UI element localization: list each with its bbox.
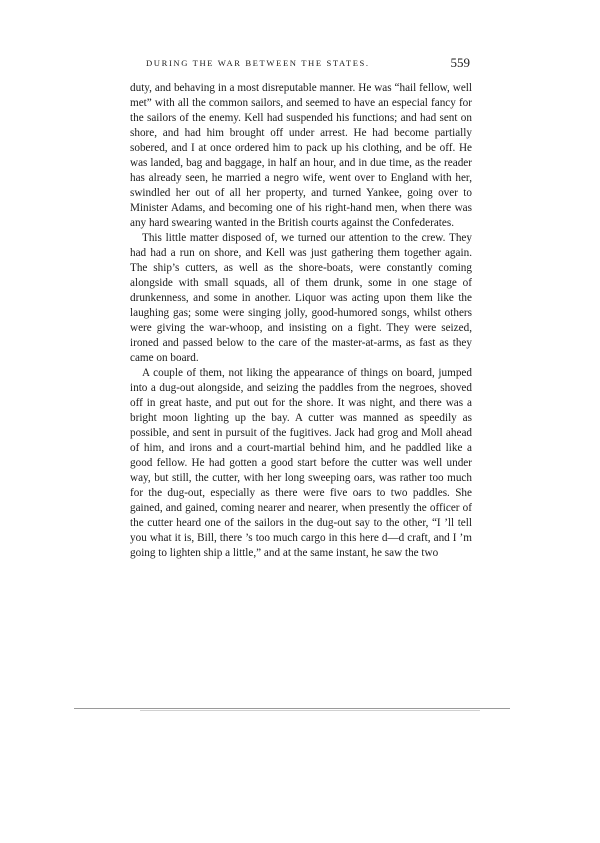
paragraph-2: This little matter disposed of, we turned our attention to the crew. They had had a run on shore, and Kell was just gathering them together again. The ship’s cutters, as well as the shore-boats, were constantly coming alongside with small squads, all of them drunk, some in one stage of drunkenness, and some in another. Liquor was acting upon them like the laughing gas; some were singing jolly, good-humored songs, whilst others were giving the war-whoop, and insisting on a fight. They were seized, ironed and passed below to the care of the master-at-arms, as fast as they came on board. — [130, 232, 472, 364]
body-text — [130, 81, 472, 561]
running-head — [130, 55, 470, 74]
paragraph-1: duty, and behaving in a most disreputable manner. He was “hail fellow, well met” with all the common sailors, and seemed to have an especial fancy for the sailors of the enemy. Kell had suspended his functions; and had sent on shore, and had him brought off under arrest. He had become partially sobered, and I at once ordered him to pack up his clothing, and be off. He was landed, bag and baggage, in half an hour, and in due time, as the reader has already seen, he married a negro wife, went over to England with her, swindled her out of all her property, and turned Yankee, going over to Minister Adams, and becoming one of his right-hand men, when there was any hard swearing wanted in the British courts against the Confederates. — [130, 82, 472, 229]
page-number: 559 — [450, 55, 470, 70]
paragraph-3: A couple of them, not liking the appearance of things on board, jumped into a dug-out alongside, and seizing the paddles from the negroes, shoved off in great haste, and put out for the shore. It was night, and there was a bright moon lighting up the bay. A cutter was manned as speedily as possible, and sent in pursuit of the fugitives. Jack had grog and Moll ahead of him, and irons and a court-martial behind him, and he paddled like a good fellow. He had gotten a good start before the cutter was well under way, but still, the cutter, with her long sweeping oars, was rather too much for the dug-out, especially as there were five oars to two paddles. She gained, and gained, coming nearer and nearer, when presently the officer of the cutter heard one of the sailors in the dug-out say to the other, “I ’ll tell you what it is, Bill, there ’s too much cargo in this here d—d craft, and I ’m going to lighten ship a little,” and at the same instant, he saw the two — [130, 367, 472, 559]
footer-rule — [74, 708, 510, 709]
running-title: DURING THE WAR BETWEEN THE STATES. — [146, 58, 370, 68]
footer-rule-shadow — [140, 710, 480, 711]
